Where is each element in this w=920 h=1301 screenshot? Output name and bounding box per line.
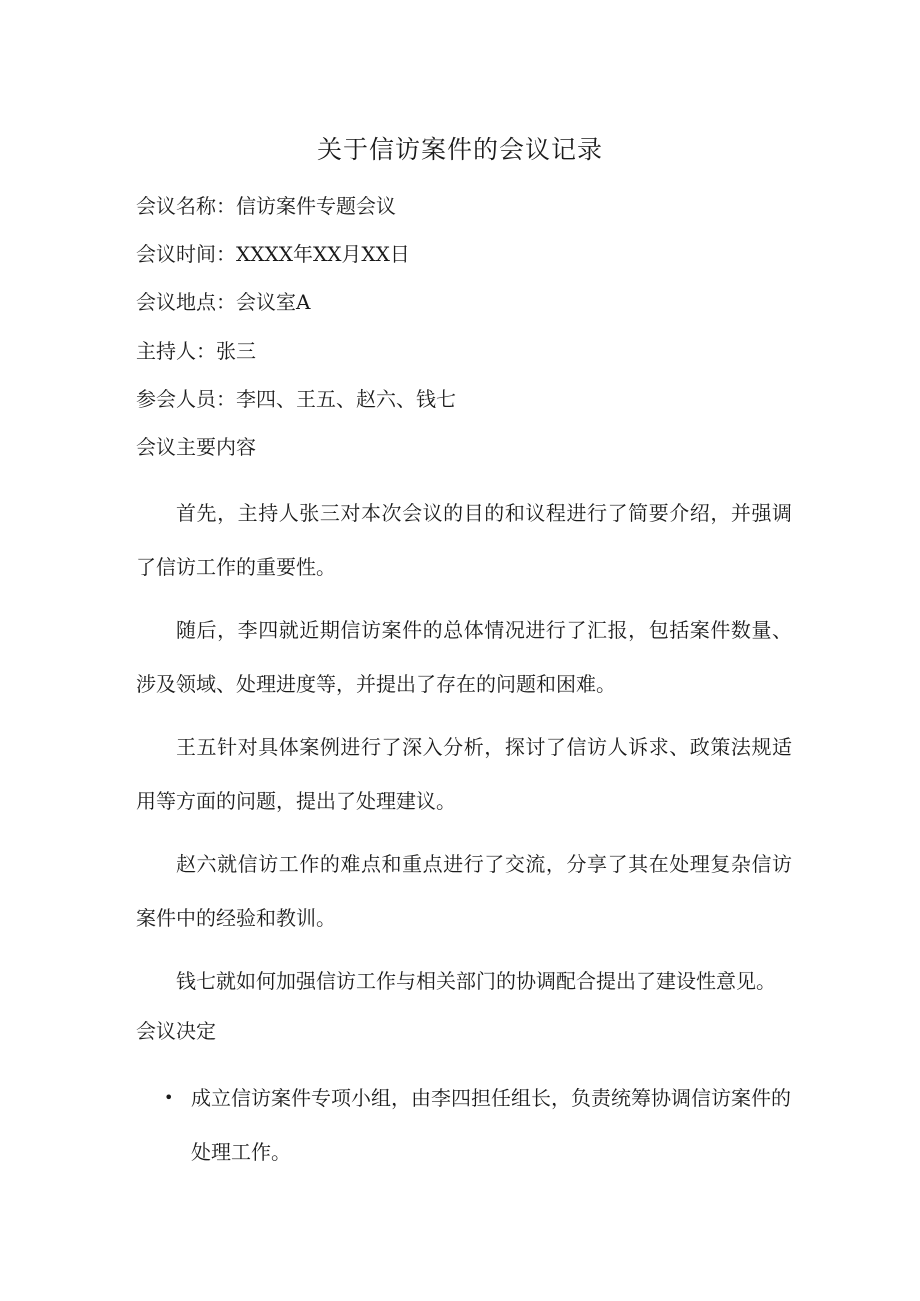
meeting-name-line: 会议名称：信访案件专题会议 [136, 194, 396, 218]
content-paragraph: 随后，李四就近期信访案件的总体情况进行了汇报，包括案件数量、涉及领域、处理进度等，并提出了存在的问题和困难。 [136, 618, 792, 696]
decision-heading: 会议决定 [136, 1019, 216, 1043]
meeting-host-line: 主持人：张三 [136, 339, 256, 363]
document-title: 关于信访案件的会议记录 [316, 135, 603, 164]
decision-text: 成立信访案件专项小组，由李四担任组长，负责统筹协调信访案件的处理工作。 [191, 1086, 791, 1164]
content-paragraph: 钱七就如何加强信访工作与相关部门的协调配合提出了建设性意见。 [176, 969, 776, 993]
content-paragraph: 王五针对具体案例进行了深入分析，探讨了信访人诉求、政策法规适用等方面的问题，提出了处理建议。 [136, 735, 792, 813]
content-heading: 会议主要内容 [136, 435, 256, 459]
content-paragraph: 首先，主持人张三对本次会议的目的和议程进行了简要介绍，并强调了信访工作的重要性。 [136, 501, 792, 579]
meeting-time-line: 会议时间：XXXX年XX月XX日 [136, 242, 410, 266]
content-paragraph: 赵六就信访工作的难点和重点进行了交流，分享了其在处理复杂信访案件中的经验和教训。 [136, 852, 792, 930]
bullet-icon: • [164, 1088, 174, 1107]
meeting-location-line: 会议地点：会议室A [136, 290, 311, 314]
meeting-attendees-line: 参会人员：李四、王五、赵六、钱七 [136, 387, 456, 411]
